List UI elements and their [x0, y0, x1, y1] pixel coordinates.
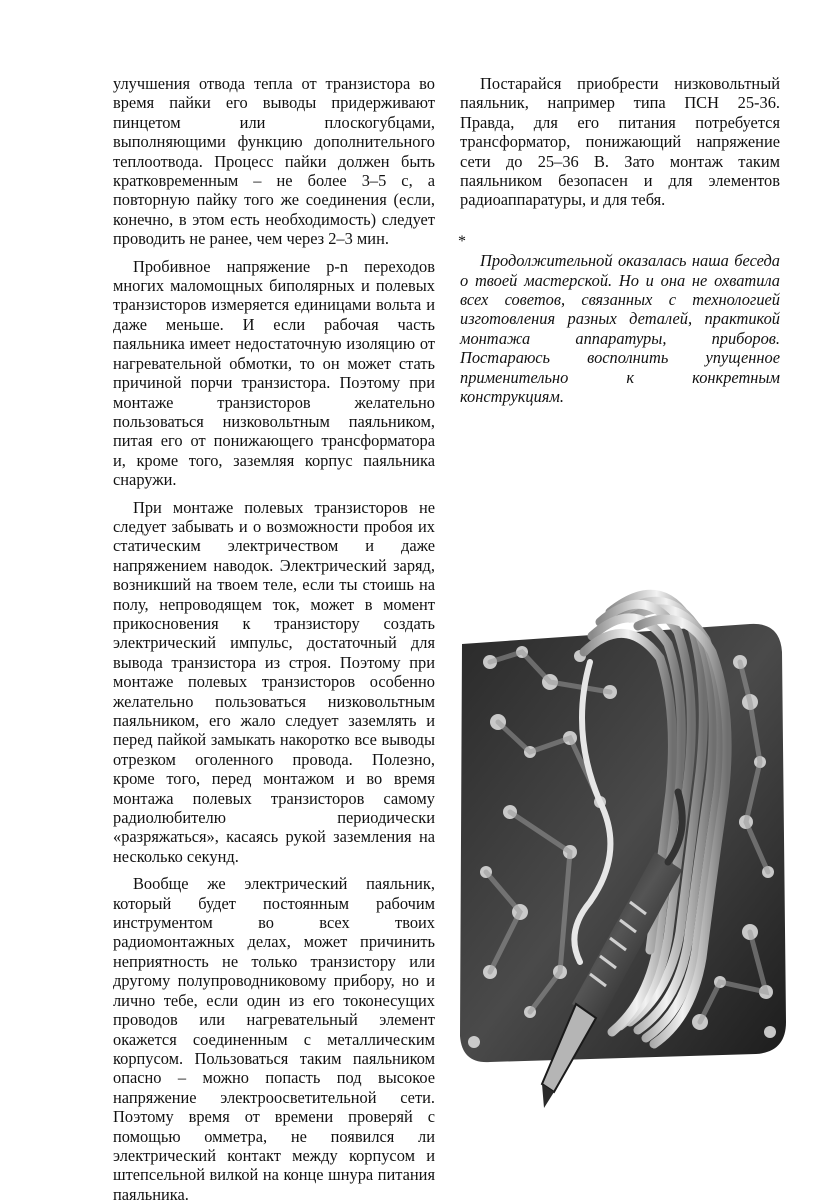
paragraph-low-voltage-iron: Постарайся приобрести низковольтный паяльник, например типа ПСН 25-36. Правда, для его питания потребуется трансформатор, понижающий напряжение сети до 25–36 В. Зато монтаж таким паяльником безопасен и для элементов радиоаппаратуры, и для тебя.: [460, 74, 780, 210]
soldering-iron-illustration: [450, 552, 792, 1112]
paragraph-iron-safety: Вообще же электрический паяльник, который будет постоянным рабочим инструментом во всех твоих радиомонтажных делах, может причинить неприятность не только транзистору или другому полупроводниковому прибору, но и лично тебе, если один из его токонесущих проводов или нагревательный элемент окажется соединенным с металлическим корпусом. Пользоваться таким паяльником опасно – можно попасть под высокое напряжение электроосветительной сети. Поэтому время от времени проверяй с помощью омметра, не появился ли электрический контакт между корпусом и штепсельной вилкой на конце шнура питания паяльника.: [113, 874, 435, 1204]
paragraph-breakdown-voltage: Пробивное напряжение p-n переходов многих маломощных биполярных и полевых транзисторов измеряется единицами вольта и даже меньше. И если рабочая часть паяльника имеет недостаточную изоляцию от нагревательной обмотки, то он может стать причиной порчи транзистора. Поэтому при монтаже транзисторов желательно пользоваться низковольтным паяльником, питая его от понижающего трансформатора и, кроме того, заземляя корпус паяльника снаружи.: [113, 256, 435, 490]
section-separator: *: [458, 232, 466, 250]
paragraph-soldering-heat: улучшения отвода тепла от транзистора во время пайки его выводы придерживают пинцетом или плоскогубцами, выполняющими функцию дополнительного теплоотвода. Процесс пайки должен быть кратковременным – не более 3–5 с, а повторную пайку того же соединения (если, конечно, в этом есть необходимость) следует проводить не ранее, чем через 2–3 мин.: [113, 74, 435, 249]
left-text-column: [113, 74, 435, 1204]
paragraph-static-electricity: При монтаже полевых транзисторов не следует забывать и о возможности пробоя их статическим электричеством и даже напряжением наводок. Электрический заряд, возникший на твоем теле, если ты стоишь на полу, непроводящем ток, может в момент прикосновения к транзистору создать электрический импульс, достаточный для вывода транзистора из строя. Поэтому при монтаже полевых транзисторов особенно желательно пользоваться низковольтным паяльником, его жало следует заземлять и перед пайкой замыкать накоротко все выводы отрезком оголенного провода. Полезно, кроме того, перед монтажом и во время монтажа полевых транзисторов самому радиолюбителю периодически «разряжаться», касаясь рукой заземления на несколько секунд.: [113, 497, 435, 866]
circuit-board: [460, 624, 786, 1062]
right-text-column: [460, 74, 780, 415]
italic-closing-paragraph: Продолжительной оказалась наша беседа о твоей мастерской. Но и она не охватила всех советов, связанных с технологией изготовления разных деталей, практикой монтажа аппаратуры, приборов. Постараюсь восполнить упущенное применительно к конкретным конструкциям.: [460, 251, 780, 407]
